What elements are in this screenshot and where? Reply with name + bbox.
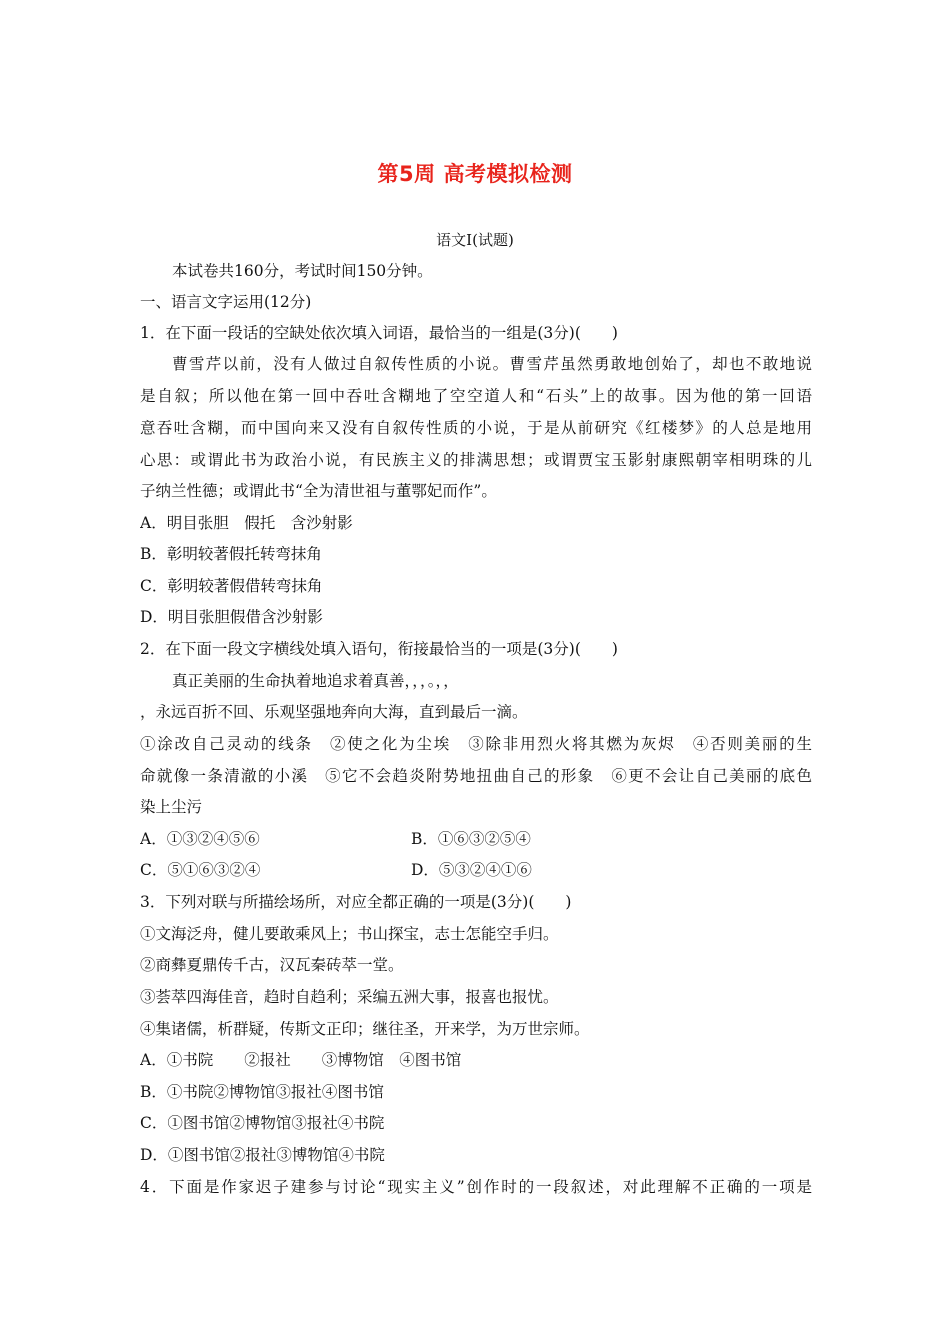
q3-couplet-2: ②商彝夏鼎传千古，汉瓦秦砖萃一堂。 [140,956,404,974]
q2-option-a: A．①③②④⑤⑥ [140,830,260,848]
question-2-stem: 2．在下面一段文字横线处填入语句，衔接最恰当的一项是(3分)( ) [140,640,618,658]
q1-passage-line: 意吞吐含糊，而中国向来又没有自叙传性质的小说，于是从前研究《红楼梦》的人总是地用 [140,419,812,437]
q2-passage-line: 真正美丽的生命执着地追求着真善，，，。，， [172,672,459,690]
q2-item-line: ①涂改自己灵动的线条 ②使之化为尘埃 ③除非用烈火将其燃为灰烬 ④否则美丽的生 [140,735,812,753]
q3-option-d: D．①图书馆②报社③博物馆④书院 [140,1146,385,1164]
q2-item-line: 命就像一条清澈的小溪 ⑤它不会趋炎附势地扭曲自己的形象 ⑥更不会让自己美丽的底色 [140,767,812,785]
q2-option-c: C．⑤①⑥③②④ [140,861,261,879]
q1-passage-line: 子纳兰性德；或谓此书“全为清世祖与董鄂妃而作”。 [140,482,497,500]
q3-couplet-1: ①文海泛舟，健儿要敢乘风上；书山探宝，志士怎能空手归。 [140,925,559,943]
q1-option-b: B．彰明较著假托转弯抹角 [140,545,322,563]
q2-options-row [140,829,812,849]
q2-passage-line: ，永远百折不回、乐观坚强地奔向大海，直到最后一滴。 [140,703,528,721]
q1-passage-line: 曹雪芹以前，没有人做过自叙传性质的小说。曹雪芹虽然勇敢地创始了，却也不敢地说 [172,355,812,373]
section-heading: 一、语言文字运用(12分) [140,293,312,311]
q2-option-b: B．①⑥③②⑤④ [411,830,531,848]
q3-couplet-4: ④集诸儒，析群疑，传斯文正印；继往圣，开来学，为万世宗师。 [140,1020,590,1038]
q1-option-d: D．明目张胆假借含沙射影 [140,608,323,626]
q3-couplet-3: ③荟萃四海佳音，趋时自趋利；采编五洲大事，报喜也报忧。 [140,988,559,1006]
q1-option-c: C．彰明较著假借转弯抹角 [140,577,323,595]
q2-item-line: 染上尘污 [140,798,203,816]
q2-option-d: D．⑤③②④①⑥ [411,861,532,879]
question-3-stem: 3．下列对联与所描绘场所，对应全都正确的一项是(3分)( ) [140,893,572,911]
q1-option-a: A．明目张胆 假托 含沙射影 [140,514,353,532]
q3-option-b: B．①书院②博物馆③报社④图书馆 [140,1083,384,1101]
question-1-stem: 1．在下面一段话的空缺处依次填入词语，最恰当的一组是(3分)( ) [140,324,618,342]
exam-intro: 本试卷共160分，考试时间150分钟。 [172,262,433,280]
paper-subtitle: 语文Ⅰ(试题) [436,231,514,249]
page-title: 第5周 高考模拟检测 [377,162,573,186]
q3-option-a: A．①书院 ②报社 ③博物馆 ④图书馆 [140,1051,462,1069]
q1-passage-line: 心思：或谓此书为政治小说，有民族主义的排满思想；或谓贾宝玉影射康熙朝宰相明珠的儿 [140,451,812,469]
question-4-stem: 4．下面是作家迟子建参与讨论“现实主义”创作时的一段叙述，对此理解不正确的一项是 [140,1178,812,1196]
q1-passage-line: 是自叙；所以他在第一回中吞吐含糊地了空空道人和“石头”上的故事。因为他的第一回语 [140,387,812,405]
q3-option-c: C．①图书馆②博物馆③报社④书院 [140,1114,385,1132]
q2-options-row [140,860,812,880]
